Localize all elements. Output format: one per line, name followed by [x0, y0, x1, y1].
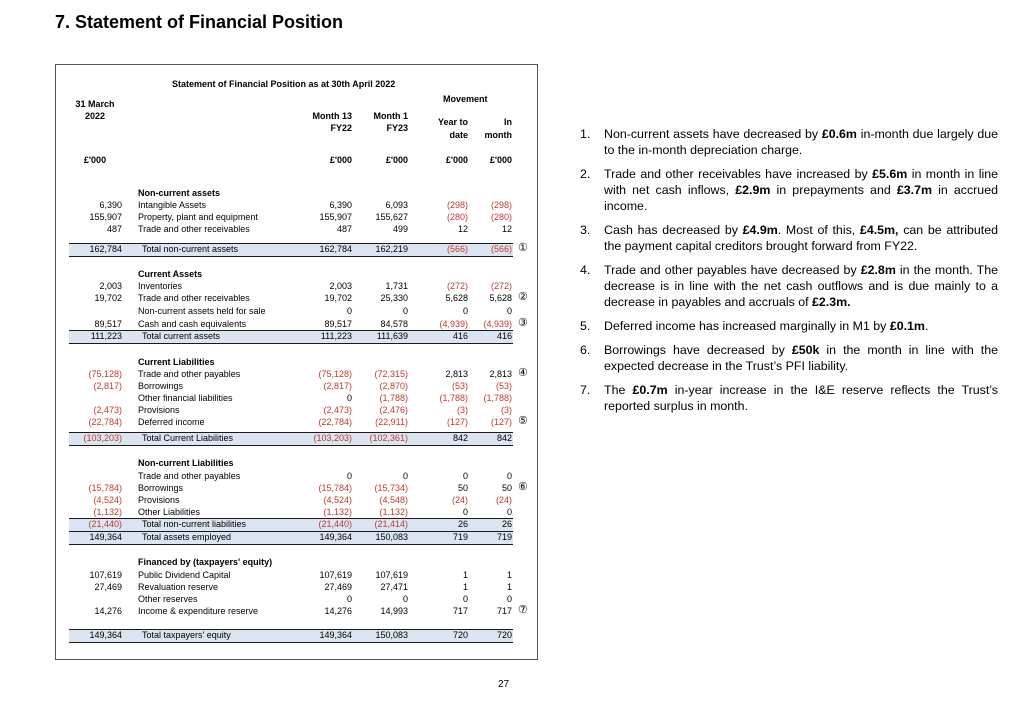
note-text: in the month. The decrease is in line with the net cash outflows and is due mainly to a decrease in payables and accruals of: [604, 263, 998, 309]
cell-ytd: 719: [452, 532, 468, 542]
cell-prior: 149,364: [89, 532, 122, 542]
cell-inm: (272): [490, 281, 512, 291]
cell-prior: (15,784): [88, 483, 122, 493]
cell-m13: 27,469: [324, 582, 352, 592]
cell-inm: (298): [490, 200, 512, 210]
cell-inm: (280): [490, 212, 512, 222]
col-header-m1-2: FY23: [386, 123, 408, 133]
cell-m13: 0: [346, 393, 352, 403]
cell-m13: 89,517: [324, 319, 352, 329]
note-highlight-value: £0.7m: [632, 383, 668, 397]
col-header-ytd-1: Year to: [437, 117, 468, 127]
cell-ytd: 12: [457, 224, 468, 234]
cell-ytd: (127): [446, 417, 468, 427]
note-number: 1.: [580, 127, 591, 141]
unit-m1: £'000: [385, 155, 408, 165]
cell-prior: 19,702: [94, 293, 122, 303]
cell-m1: (1,132): [379, 507, 408, 517]
cell-m13: 149,364: [319, 630, 352, 640]
note-number: 4.: [580, 263, 591, 277]
note-item: [578, 262, 998, 310]
cell-prior: 111,223: [90, 331, 122, 341]
cell-m13: 107,619: [319, 570, 352, 580]
cell-m13: 162,784: [319, 244, 352, 254]
cell-prior: (21,440): [88, 519, 122, 529]
note-marker: ①: [518, 242, 528, 254]
cell-m13: (4,524): [323, 495, 352, 505]
cell-label: Property, plant and equipment: [138, 212, 258, 222]
note-item: [578, 126, 998, 158]
note-highlight-value: £2.8m: [860, 263, 896, 277]
cell-inm: (127): [490, 417, 512, 427]
cell-inm: (24): [495, 495, 512, 505]
cell-inm: 26: [501, 519, 512, 529]
cell-m1: 14,993: [380, 606, 408, 616]
note-text: Non-current assets have decreased by: [604, 127, 822, 141]
cell-m13: (1,132): [323, 507, 352, 517]
unit-prior: £'000: [83, 155, 107, 165]
cell-ytd: (272): [446, 281, 468, 291]
cell-ytd: 717: [452, 606, 468, 616]
cell-m13: 0: [346, 471, 352, 481]
cell-m13: (2,817): [323, 381, 352, 391]
cell-label: Total assets employed: [142, 532, 232, 542]
cell-m1: 107,619: [375, 570, 408, 580]
cell-label: Total taxpayers' equity: [142, 630, 231, 640]
cell-m1: (22,911): [375, 417, 408, 427]
cell-label: Borrowings: [138, 483, 184, 493]
cell-m1: 162,219: [375, 244, 408, 254]
cell-ytd: (24): [451, 495, 468, 505]
cell-m1: 6,093: [385, 200, 408, 210]
page-title: 7. Statement of Financial Position: [55, 12, 344, 32]
cell-prior: (75,128): [88, 369, 122, 379]
table-title: Statement of Financial Position as at 30th April 2022: [172, 79, 396, 89]
cell-prior: 89,517: [94, 319, 122, 329]
cell-inm: (1,788): [483, 393, 512, 403]
note-text: can be attributed the payment capital creditors brought forward from FY22.: [604, 223, 999, 253]
cell-m1: 84,578: [380, 319, 408, 329]
cell-ytd: 0: [462, 507, 468, 517]
cell-prior: (2,473): [93, 405, 122, 415]
cell-m1: 150,083: [375, 630, 408, 640]
cell-ytd: 0: [462, 594, 468, 604]
note-text: in month in line with net cash inflows,: [604, 167, 998, 197]
cell-m1: 499: [392, 224, 408, 234]
cell-ytd: (1,788): [439, 393, 468, 403]
cell-m1: 155,627: [375, 212, 408, 222]
note-highlight-value: £5.6m: [872, 167, 908, 181]
cell-inm: 0: [506, 306, 512, 316]
cell-label: Total current assets: [142, 331, 221, 341]
cell-label: Provisions: [138, 405, 180, 415]
note-text: Borrowings have decreased by: [604, 343, 792, 357]
cell-m1: (2,870): [379, 381, 408, 391]
note-number: 6.: [580, 343, 591, 357]
unit-m13: £'000: [329, 155, 352, 165]
note-item: [578, 166, 998, 214]
cell-inm: (4,939): [483, 319, 512, 329]
cell-inm: 50: [501, 483, 512, 493]
cell-ytd: 26: [457, 519, 468, 529]
cell-label: Other reserves: [138, 594, 198, 604]
note-highlight-value: £0.1m: [889, 319, 925, 333]
cell-ytd: 842: [452, 433, 468, 443]
note-text: . Most of this,: [777, 223, 860, 237]
cell-prior: (2,817): [93, 381, 122, 391]
cell-label: Non-current Liabilities: [138, 458, 234, 468]
note-highlight-value: £4.9m: [742, 223, 778, 237]
col-header-ytd-2: date: [449, 130, 468, 140]
cell-inm: 720: [496, 630, 512, 640]
cell-m13: 2,003: [329, 281, 352, 291]
note-number: 2.: [580, 167, 591, 181]
cell-label: Revaluation reserve: [138, 582, 219, 592]
cell-ytd: (3): [457, 405, 468, 415]
cell-label: Trade and other payables: [138, 369, 241, 379]
cell-label: Public Dividend Capital: [138, 570, 231, 580]
cell-label: Non-current assets: [138, 188, 221, 198]
cell-label: Non-current assets held for sale: [138, 306, 266, 316]
cell-inm: 0: [506, 594, 512, 604]
note-text: in the month in line with the expected decrease in the Trust’s PFI liability.: [604, 343, 998, 373]
cell-ytd: 5,628: [445, 293, 468, 303]
cell-m13: 149,364: [319, 532, 352, 542]
note-text: Cash has decreased by: [604, 223, 743, 237]
cell-m13: (22,784): [318, 417, 352, 427]
cell-label: Income & expenditure reserve: [138, 606, 259, 616]
cell-m13: 19,702: [324, 293, 352, 303]
cell-m13: 487: [336, 224, 352, 234]
cell-inm: (566): [490, 244, 512, 254]
cell-prior: 2,003: [99, 281, 122, 291]
cell-ytd: 2,813: [445, 369, 468, 379]
note-marker: ④: [518, 367, 528, 379]
cell-inm: 416: [496, 331, 512, 341]
note-item: [578, 342, 998, 374]
cell-ytd: 0: [462, 306, 468, 316]
col-header-prior-1: 31 March: [75, 99, 115, 109]
cell-ytd: 0: [462, 471, 468, 481]
cell-m1: (2,476): [379, 405, 408, 415]
cell-ytd: (566): [446, 244, 468, 254]
cell-prior: (1,132): [93, 507, 122, 517]
cell-prior: 14,276: [94, 606, 122, 616]
note-text: in-year increase in the I&E reserve reflects the Trust’s reported surplus in month.: [604, 383, 998, 413]
note-marker: ③: [518, 317, 528, 329]
cell-m1: (72,315): [374, 369, 408, 379]
cell-inm: 717: [496, 606, 512, 616]
note-marker: ②: [518, 291, 528, 303]
cell-m1: 0: [402, 471, 408, 481]
cell-m1: 0: [402, 594, 408, 604]
cell-m13: 111,223: [320, 331, 352, 341]
note-text: The: [604, 383, 633, 397]
cell-prior: 155,907: [89, 212, 122, 222]
cell-label: Trade and other receivables: [138, 224, 250, 234]
note-text: Trade and other payables have decreased by: [604, 263, 861, 277]
col-header-inm-2: month: [484, 130, 512, 140]
cell-prior: 162,784: [89, 244, 122, 254]
cell-label: Cash and cash equivalents: [138, 319, 247, 329]
cell-prior: (4,524): [93, 495, 122, 505]
cell-ytd: 1: [462, 570, 468, 580]
col-header-prior-2: 2022: [84, 111, 106, 121]
note-text: in accrued income.: [604, 183, 998, 213]
cell-label: Financed by (taxpayers' equity): [138, 557, 273, 567]
cell-label: Total non-current liabilities: [142, 519, 247, 529]
cell-prior: (22,784): [88, 417, 122, 427]
cell-m13: (75,128): [318, 369, 352, 379]
cell-inm: 2,813: [489, 369, 512, 379]
cell-ytd: (4,939): [439, 319, 468, 329]
cell-inm: 5,628: [489, 293, 512, 303]
cell-m13: 14,276: [324, 606, 352, 616]
cell-label: Other financial liabilities: [138, 393, 233, 403]
cell-ytd: 50: [457, 483, 468, 493]
cell-ytd: 416: [452, 331, 468, 341]
note-highlight-value: £3.7m: [896, 183, 932, 197]
cell-m1: 25,330: [380, 293, 408, 303]
cell-prior: 6,390: [99, 200, 122, 210]
note-number: 5.: [580, 319, 591, 333]
note-item: [578, 318, 998, 334]
cell-m13: 0: [346, 594, 352, 604]
cell-inm: 12: [501, 224, 512, 234]
note-highlight-value: £0.6m: [821, 127, 857, 141]
cell-label: Current Assets: [138, 269, 203, 279]
cell-m13: 155,907: [319, 212, 352, 222]
note-highlight-value: £2.9m: [735, 183, 771, 197]
cell-m1: 27,471: [380, 582, 408, 592]
cell-ytd: (53): [451, 381, 468, 391]
note-item: [578, 222, 998, 254]
cell-prior: 27,469: [94, 582, 122, 592]
note-number: 3.: [580, 223, 591, 237]
movement-header: Movement: [443, 94, 488, 104]
note-item: [578, 382, 998, 414]
note-text: in prepayments and: [770, 183, 897, 197]
cell-m13: (2,473): [323, 405, 352, 415]
cell-inm: 842: [496, 433, 512, 443]
note-text: Trade and other receivables have increased by: [604, 167, 873, 181]
note-text: in-month due largely due to the in-month depreciation charge.: [604, 127, 999, 157]
cell-label: Inventories: [138, 281, 183, 291]
cell-m1: (102,361): [369, 433, 408, 443]
note-highlight-value: £50k: [791, 343, 820, 357]
cell-label: Total Current Liabilities: [142, 433, 234, 443]
cell-label: Total non-current assets: [142, 244, 239, 254]
cell-m1: (1,788): [379, 393, 408, 403]
cell-m13: (103,203): [313, 433, 352, 443]
cell-ytd: (280): [446, 212, 468, 222]
note-text: Deferred income has increased marginally in M1 by: [604, 319, 890, 333]
cell-m1: 150,083: [375, 532, 408, 542]
cell-prior: 107,619: [89, 570, 122, 580]
cell-m13: (21,440): [318, 519, 352, 529]
cell-m13: (15,784): [318, 483, 352, 493]
cell-label: Current Liabilities: [138, 357, 215, 367]
cell-inm: 719: [496, 532, 512, 542]
commentary-notes: [578, 126, 998, 422]
cell-m13: 6,390: [329, 200, 352, 210]
note-highlight-value: £2.3m.: [812, 295, 851, 309]
cell-m1: 1,731: [385, 281, 408, 291]
cell-prior: (103,203): [83, 433, 122, 443]
cell-m1: 0: [402, 306, 408, 316]
cell-label: Borrowings: [138, 381, 184, 391]
cell-prior: 149,364: [89, 630, 122, 640]
cell-label: Trade and other receivables: [138, 293, 250, 303]
note-marker: ⑥: [518, 481, 528, 493]
cell-inm: 0: [506, 507, 512, 517]
cell-label: Provisions: [138, 495, 180, 505]
cell-label: Intangible Assets: [138, 200, 207, 210]
col-header-m13-2: FY22: [330, 123, 352, 133]
cell-ytd: 1: [462, 582, 468, 592]
note-highlight-value: £4.5m,: [859, 223, 899, 237]
cell-m1: (21,414): [374, 519, 408, 529]
cell-label: Deferred income: [138, 417, 205, 427]
col-header-inm-1: In: [504, 117, 512, 127]
note-marker: ⑦: [518, 604, 528, 616]
col-header-m13-1: Month 13: [312, 111, 352, 121]
cell-m1: 111,639: [376, 331, 408, 341]
cell-inm: 1: [506, 570, 512, 580]
unit-ytd: £'000: [445, 155, 468, 165]
cell-label: Other Liabilities: [138, 507, 201, 517]
page-number: 27: [498, 679, 510, 690]
cell-inm: 0: [506, 471, 512, 481]
cell-inm: 1: [506, 582, 512, 592]
cell-ytd: (298): [446, 200, 468, 210]
note-marker: ⑤: [518, 415, 528, 427]
col-header-m1-1: Month 1: [373, 111, 408, 121]
cell-ytd: 720: [452, 630, 468, 640]
cell-m1: (4,548): [379, 495, 408, 505]
cell-prior: 487: [106, 224, 122, 234]
note-text: .: [924, 319, 929, 333]
unit-inm: £'000: [489, 155, 512, 165]
note-number: 7.: [580, 383, 591, 397]
cell-label: Trade and other payables: [138, 471, 241, 481]
cell-m13: 0: [346, 306, 352, 316]
cell-inm: (3): [501, 405, 512, 415]
cell-m1: (15,734): [374, 483, 408, 493]
cell-inm: (53): [495, 381, 512, 391]
